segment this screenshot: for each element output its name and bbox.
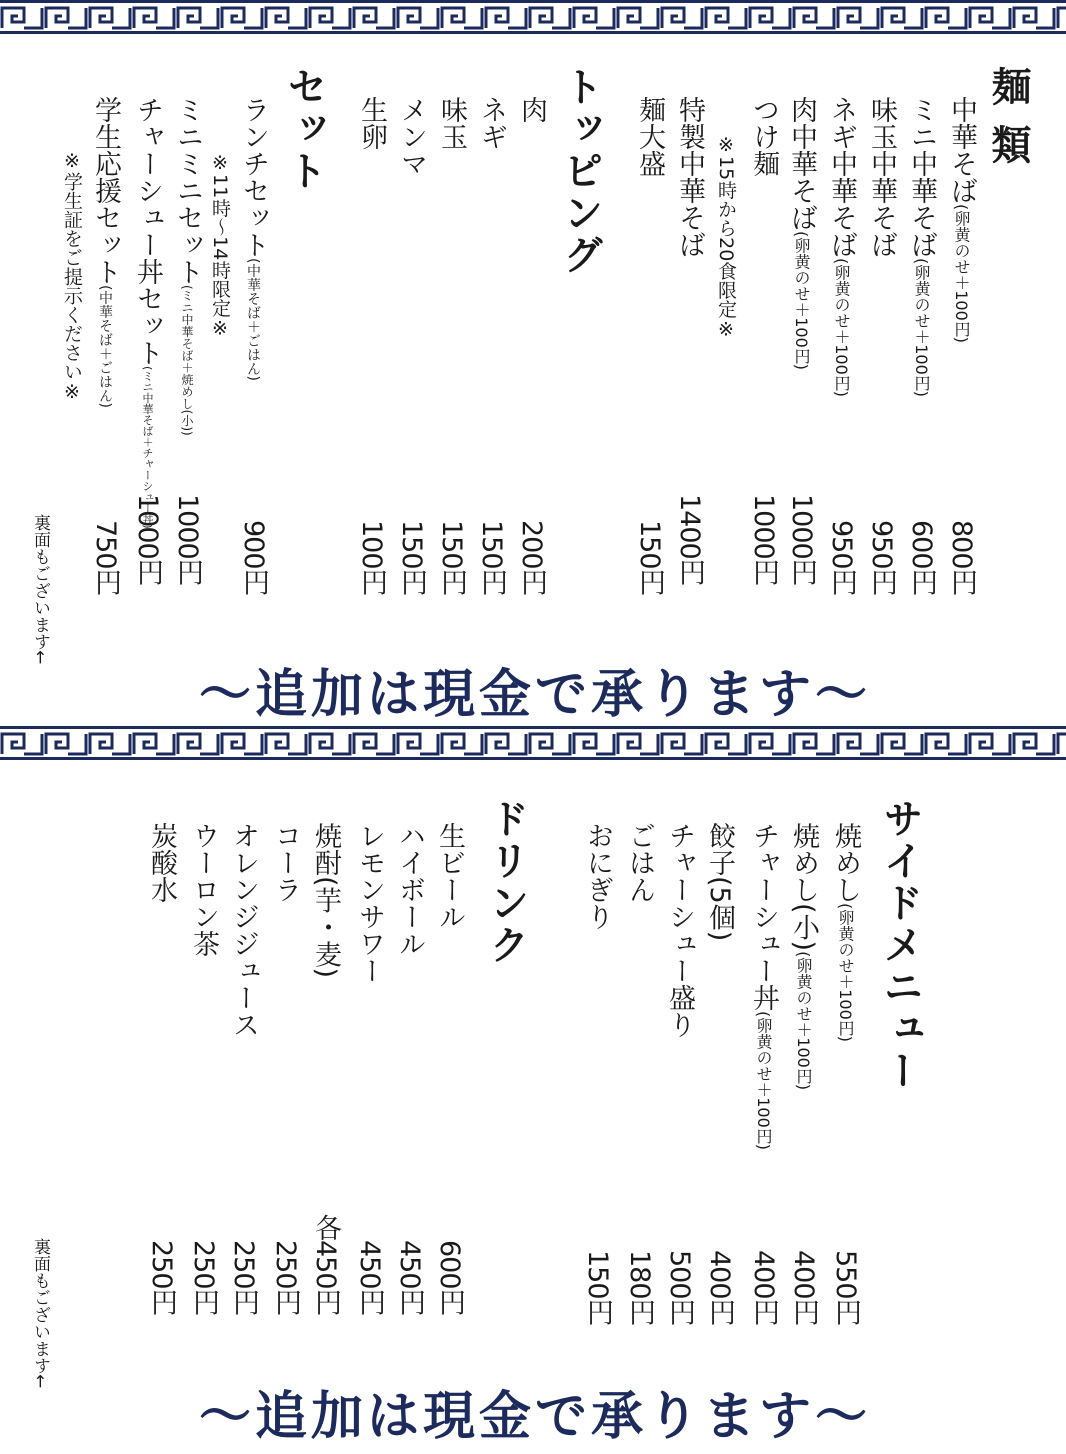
price: 400円	[704, 1250, 735, 1325]
menu-item: ごはん	[624, 822, 655, 903]
menu-item: 麺大盛	[634, 96, 665, 177]
price: 150円	[582, 1250, 613, 1325]
cash-only-banner: ～追加は現金で承ります～	[198, 664, 871, 725]
price: 100円	[356, 520, 387, 595]
price: 150円	[396, 520, 427, 595]
menu-panel-front	[0, 0, 1066, 726]
menu-item: 焼酎(芋・麦)	[310, 822, 341, 979]
price: 150円	[476, 520, 507, 595]
menu-item: 肉	[516, 96, 547, 123]
heading-side-menu: サイドメニュー	[877, 798, 924, 1092]
price: 150円	[634, 520, 665, 595]
menu-item: ハイボール	[394, 822, 425, 957]
greek-key-border-middle	[0, 726, 1066, 760]
menu-item: 学生応援セット(中華そば＋ごはん)	[90, 96, 121, 408]
price: 600円	[434, 1240, 465, 1315]
back-side-note: 裏面もございます←	[30, 1238, 50, 1389]
price: 200円	[516, 520, 547, 595]
heading-drink: ドリンク	[483, 798, 530, 966]
price: 900円	[238, 520, 269, 595]
menu-item: ミニミニセット(ミニ中華そば＋焼めし(小))	[172, 96, 203, 436]
heading-topping: トッピング	[557, 66, 604, 276]
menu-item: レモンサワー	[354, 822, 385, 984]
menu-item: 味玉	[436, 96, 467, 150]
back-side-note: 裏面もございます←	[30, 514, 50, 665]
menu-item: チャーシュー盛り	[664, 822, 695, 1038]
price: 950円	[866, 520, 897, 595]
menu-item: ウーロン茶	[188, 822, 219, 957]
menu-item: 焼めし(小)(卵黄のせ＋100円)	[788, 822, 819, 1091]
time-limit-note: ※11時～14時限定※	[209, 152, 231, 340]
menu-item: ランチセット(中華そば＋ごはん)	[238, 96, 269, 381]
price: 1000円	[748, 494, 779, 585]
price: 180円	[624, 1250, 655, 1325]
menu-item: 生ビール	[434, 822, 465, 930]
price: 250円	[228, 1240, 259, 1315]
price: 450円	[394, 1240, 425, 1315]
menu-item: 炭酸水	[146, 822, 177, 903]
price: 150円	[436, 520, 467, 595]
menu-item: メンマ	[396, 96, 427, 177]
price: 1000円	[132, 494, 163, 585]
menu-item: 餃子(5個)	[704, 822, 735, 942]
cash-only-banner: ～追加は現金で承ります～	[198, 1386, 871, 1447]
student-note: ※学生証をご提示ください※	[61, 150, 83, 403]
price: 450円	[354, 1240, 385, 1315]
menu-item: 特製中華そば	[674, 96, 705, 258]
price: 1000円	[172, 494, 203, 585]
price: 250円	[270, 1240, 301, 1315]
menu-item: 肉中華そば(卵黄のせ＋100円)	[786, 96, 817, 371]
price: 600円	[906, 520, 937, 595]
menu-item: つけ麺	[748, 96, 779, 177]
heading-set: セット	[281, 66, 328, 192]
menu-item: 味玉中華そば	[866, 96, 897, 258]
price: 各450円	[310, 1214, 341, 1315]
menu-item: おにぎり	[582, 822, 613, 930]
price: 400円	[788, 1250, 819, 1325]
menu-panel-back	[0, 760, 1066, 1454]
menu-item: ネギ	[476, 96, 507, 150]
price: 1000円	[786, 494, 817, 585]
price: 750円	[90, 520, 121, 595]
price: 250円	[188, 1240, 219, 1315]
price: 550円	[830, 1250, 861, 1325]
menu-item: 生卵	[356, 96, 387, 150]
menu-item: ミニ中華そば(卵黄のせ＋100円)	[906, 96, 937, 398]
menu-item: コーラ	[270, 822, 301, 903]
menu-item: ネギ中華そば(卵黄のせ＋100円)	[826, 96, 857, 398]
menu-item: 焼めし(卵黄のせ＋100円)	[830, 822, 861, 1043]
price: 950円	[826, 520, 857, 595]
menu-item: チャーシュー丼(卵黄のせ＋100円)	[748, 822, 779, 1151]
price: 1400円	[674, 494, 705, 585]
price: 800円	[946, 520, 977, 595]
price: 400円	[748, 1250, 779, 1325]
menu-item: 中華そば(卵黄のせ＋100円)	[946, 96, 977, 344]
price: 500円	[664, 1250, 695, 1325]
price: 250円	[146, 1240, 177, 1315]
menu-item: チャーシュー丼セット(ミニ中華そば＋チャーシュー丼)	[132, 96, 163, 529]
heading-men: 麺 類	[985, 66, 1032, 166]
menu-item: オレンジジュース	[228, 822, 259, 1038]
time-limit-note: ※15時から20食限定※	[715, 134, 737, 341]
